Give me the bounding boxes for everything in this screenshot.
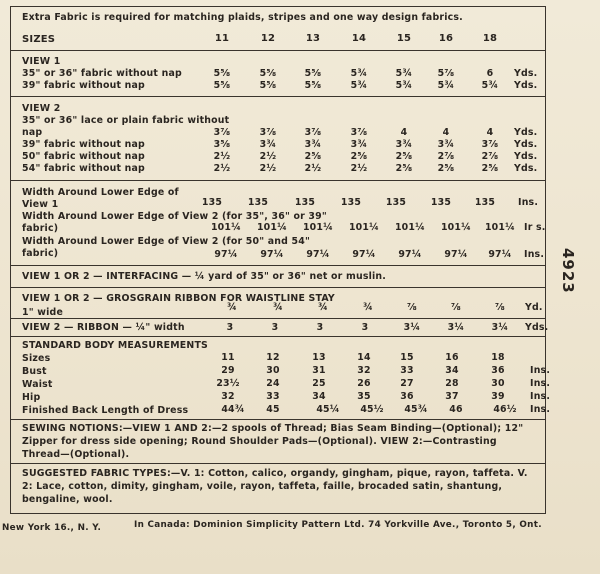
- divider: [10, 96, 546, 97]
- body-r4-v1: 45: [266, 404, 280, 415]
- view2-r3-v3: 2½: [350, 163, 368, 174]
- fabrics-line1: SUGGESTED FABRIC TYPES:—V. 1: Cotton, calico, organdy, gingham, pique, rayon, taffeta. V.: [22, 468, 528, 479]
- notions-line3: Thread—(Optional).: [22, 449, 130, 460]
- body-r1-v4: 33: [400, 365, 414, 376]
- fabrics-line2: 2: Lace, cotton, dimity, gingham, voile, rayon, taffeta, faille, brocaded satin, shantung,: [22, 481, 503, 492]
- grosgrain-v3: ¾: [363, 302, 373, 313]
- width-r1-v3: 135: [340, 197, 362, 208]
- view2-r0-v4: 4: [400, 127, 408, 138]
- view1-row-label: 35" or 36" fabric without nap: [22, 68, 182, 79]
- view2-r1-v3: 3¾: [350, 139, 368, 150]
- view1-r0-v2: 5⅝: [304, 68, 322, 79]
- body-r2-v5: 28: [445, 378, 459, 389]
- body-r2-unit: Ins.: [530, 378, 551, 389]
- size-col-11: 11: [214, 33, 230, 44]
- view1-r0-v6: 6: [486, 68, 494, 79]
- body-row-label: Hip: [22, 392, 41, 403]
- view2-r0-v2: 3⅞: [304, 127, 322, 138]
- body-r3-v6: 39: [491, 391, 505, 402]
- body-r2-v1: 24: [266, 378, 280, 389]
- ribbon-v3: 3: [361, 322, 369, 333]
- body-r2-v2: 25: [312, 378, 326, 389]
- view2-r3-v6: 2⅝: [481, 163, 499, 174]
- body-r3-v1: 33: [266, 391, 280, 402]
- grosgrain-label: 1" wide: [22, 307, 64, 318]
- body-r0-v0: 11: [221, 352, 235, 363]
- notions-line1: SEWING NOTIONS:—VIEW 1 AND 2:—2 spools of Thread; Bias Seam Binding—(Optional); 12": [22, 423, 524, 434]
- body-r0-v6: 18: [491, 352, 505, 363]
- view2-r2-v0: 2½: [213, 151, 231, 162]
- width-r1-v1: 135: [247, 197, 269, 208]
- body-r4-v3: 45½: [360, 404, 384, 415]
- view2-r1-v4: 3¾: [395, 139, 413, 150]
- view1-r0-v4: 5¾: [395, 68, 413, 79]
- divider: [10, 287, 546, 288]
- body-r4-v0: 44¾: [221, 404, 245, 415]
- width-row3-label: fabric): [22, 248, 59, 259]
- view2-r1-v0: 3⅝: [213, 139, 231, 150]
- body-r2-v0: 23½: [216, 378, 240, 389]
- view1-r1-v4: 5¾: [395, 80, 413, 91]
- body-r3-v5: 37: [445, 391, 459, 402]
- width-r1-v0: 135: [201, 197, 223, 208]
- grosgrain-title: VIEW 1 OR 2 — GROSGRAIN RIBBON FOR WAISTLINE STAY: [22, 293, 335, 304]
- ribbon-v6: 3¼: [491, 322, 509, 333]
- view2-r1-v5: 3¾: [437, 139, 455, 150]
- view2-r0-unit: Yds.: [514, 127, 538, 138]
- size-col-13: 13: [305, 33, 321, 44]
- grosgrain-unit: Yd.: [525, 302, 543, 313]
- body-r3-v0: 32: [221, 391, 235, 402]
- body-r4-v4: 45¾: [404, 404, 428, 415]
- width-r3-v0: 97¼: [214, 249, 238, 260]
- body-row-label: Waist: [22, 379, 53, 390]
- view2-r3-v2: 2½: [304, 163, 322, 174]
- view2-r1-v6: 3⅞: [481, 139, 499, 150]
- footer-new-york: New York 16., N. Y.: [2, 523, 102, 533]
- view2-r3-v5: 2⅝: [437, 163, 455, 174]
- width-line1: Width Around Lower Edge of: [22, 187, 179, 198]
- width-r2-v0: 101¼: [210, 222, 242, 233]
- width-r3-v3: 97¼: [352, 249, 376, 260]
- view2-r2-unit: Yds.: [514, 151, 538, 162]
- ribbon-v2: 3: [316, 322, 324, 333]
- view1-r0-v1: 5⅝: [259, 68, 277, 79]
- view1-title: VIEW 1: [22, 56, 61, 67]
- view2-r2-v2: 2⅝: [304, 151, 322, 162]
- pattern-number: 4923: [559, 248, 577, 294]
- size-col-12: 12: [260, 33, 276, 44]
- body-r3-v3: 35: [357, 391, 371, 402]
- footer-canada: In Canada: Dominion Simplicity Pattern Ltd. 74 Yorkville Ave., Toronto 5, Ont.: [134, 520, 542, 530]
- width-row1-label: View 1: [22, 199, 59, 210]
- view1-r0-unit: Yds.: [514, 68, 538, 79]
- view2-r1-v1: 3¾: [259, 139, 277, 150]
- body-r3-unit: Ins.: [530, 391, 551, 402]
- body-r1-v0: 29: [221, 365, 235, 376]
- view2-row-label: nap: [22, 127, 43, 138]
- size-col-14: 14: [351, 33, 367, 44]
- body-r1-v6: 36: [491, 365, 505, 376]
- width-r1-v5: 135: [430, 197, 452, 208]
- ribbon-v4: 3¼: [403, 322, 421, 333]
- width-r2-v3: 101¼: [348, 222, 380, 233]
- ribbon-v0: 3: [226, 322, 234, 333]
- divider: [10, 463, 546, 464]
- body-r1-v5: 34: [445, 365, 459, 376]
- view1-r1-v2: 5⅝: [304, 80, 322, 91]
- divider: [10, 336, 546, 337]
- grosgrain-v0: ¾: [227, 302, 237, 313]
- body-r1-v1: 30: [266, 365, 280, 376]
- view2-r3-v0: 2½: [213, 163, 231, 174]
- view1-r0-v5: 5⅞: [437, 68, 455, 79]
- view2-r2-v1: 2½: [259, 151, 277, 162]
- view2-r3-v4: 2⅝: [395, 163, 413, 174]
- divider: [10, 419, 546, 420]
- body-r2-v4: 27: [400, 378, 414, 389]
- size-col-16: 16: [438, 33, 454, 44]
- view2-r2-v4: 2⅝: [395, 151, 413, 162]
- sizes-header-label: SIZES: [22, 34, 56, 45]
- body-r0-v5: 16: [445, 352, 459, 363]
- body-row-label: Sizes: [22, 353, 51, 364]
- width-r2-unit: Ir s.: [524, 222, 546, 233]
- divider: [10, 318, 546, 319]
- view2-title: VIEW 2: [22, 103, 61, 114]
- view2-r0-v5: 4: [442, 127, 450, 138]
- view2-r0-v6: 4: [486, 127, 494, 138]
- view1-r1-unit: Yds.: [514, 80, 538, 91]
- view2-row-label: 39" fabric without nap: [22, 139, 145, 150]
- width-r3-v4: 97¼: [398, 249, 422, 260]
- body-r4-v5: 46: [449, 404, 463, 415]
- width-r1-v6: 135: [474, 197, 496, 208]
- ribbon-label: VIEW 2 — RIBBON — ¼" width: [22, 322, 185, 333]
- view1-r1-v1: 5⅝: [259, 80, 277, 91]
- view2-row-label: 50" fabric without nap: [22, 151, 145, 162]
- body-r3-v2: 34: [312, 391, 326, 402]
- body-r1-v2: 31: [312, 365, 326, 376]
- view2-r3-v1: 2½: [259, 163, 277, 174]
- width-r3-v5: 97¼: [444, 249, 468, 260]
- width-line5: Width Around Lower Edge of View 2 (for 50" and 54": [22, 236, 311, 247]
- divider: [10, 180, 546, 181]
- view1-r1-v5: 5¾: [437, 80, 455, 91]
- view2-r3-unit: Yds.: [514, 163, 538, 174]
- view2-r2-v6: 2⅞: [481, 151, 499, 162]
- view1-r0-v3: 5¾: [350, 68, 368, 79]
- view2-label-line1: 35" or 36" lace or plain fabric without: [22, 115, 230, 126]
- width-r3-unit: Ins.: [524, 249, 545, 260]
- body-r2-v6: 30: [491, 378, 505, 389]
- notions-line2: Zipper for dress side opening; Round Shoulder Pads—(Optional). VIEW 2:—Contrasting: [22, 436, 497, 447]
- width-row2-label: fabric): [22, 223, 59, 234]
- body-r4-v2: 45¼: [316, 404, 340, 415]
- view2-r1-unit: Yds.: [514, 139, 538, 150]
- size-col-18: 18: [482, 33, 498, 44]
- view2-r2-v5: 2⅞: [437, 151, 455, 162]
- body-r0-v4: 15: [400, 352, 414, 363]
- width-r1-v2: 135: [294, 197, 316, 208]
- width-r1-v4: 135: [385, 197, 407, 208]
- body-row-label: Bust: [22, 366, 47, 377]
- view2-r0-v1: 3⅞: [259, 127, 277, 138]
- body-r4-unit: Ins.: [530, 404, 551, 415]
- size-col-15: 15: [396, 33, 412, 44]
- view2-r1-v2: 3¾: [304, 139, 322, 150]
- fabrics-line3: bengaline, wool.: [22, 494, 113, 505]
- interfacing-line: VIEW 1 OR 2 — INTERFACING — ¼ yard of 35" or 36" net or muslin.: [22, 271, 387, 282]
- body-r0-v1: 12: [266, 352, 280, 363]
- width-line3: Width Around Lower Edge of View 2 (for 35", 36" or 39": [22, 211, 327, 222]
- width-r3-v6: 97¼: [488, 249, 512, 260]
- width-r3-v1: 97¼: [260, 249, 284, 260]
- view1-row-label: 39" fabric without nap: [22, 80, 145, 91]
- body-r3-v4: 36: [400, 391, 414, 402]
- grosgrain-v1: ¾: [273, 302, 283, 313]
- body-r4-v6: 46½: [493, 404, 517, 415]
- width-r2-v2: 101¼: [302, 222, 334, 233]
- extra-fabric-notice: Extra Fabric is required for matching plaids, stripes and one way design fabrics.: [22, 12, 463, 23]
- view2-r0-v0: 3⅞: [213, 127, 231, 138]
- grosgrain-v5: ⅞: [451, 302, 461, 313]
- ribbon-v5: 3¼: [447, 322, 465, 333]
- width-r3-v2: 97¼: [306, 249, 330, 260]
- width-r2-v4: 101¼: [394, 222, 426, 233]
- body-title: STANDARD BODY MEASUREMENTS: [22, 340, 208, 351]
- width-r2-v6: 101¼: [484, 222, 516, 233]
- view1-r1-v0: 5⅝: [213, 80, 231, 91]
- width-r1-unit: Ins.: [518, 197, 539, 208]
- body-r2-v3: 26: [357, 378, 371, 389]
- view2-r2-v3: 2⅝: [350, 151, 368, 162]
- view1-r0-v0: 5⅝: [213, 68, 231, 79]
- view1-r1-v3: 5¾: [350, 80, 368, 91]
- grosgrain-v2: ¾: [318, 302, 328, 313]
- ribbon-v1: 3: [271, 322, 279, 333]
- grosgrain-v4: ⅞: [407, 302, 417, 313]
- ribbon-unit: Yds.: [525, 322, 549, 333]
- view2-row-label: 54" fabric without nap: [22, 163, 145, 174]
- grosgrain-v6: ⅞: [495, 302, 505, 313]
- divider: [10, 50, 546, 51]
- view2-r0-v3: 3⅞: [350, 127, 368, 138]
- body-r0-v2: 13: [312, 352, 326, 363]
- width-r2-v1: 101¼: [256, 222, 288, 233]
- width-r2-v5: 101¼: [440, 222, 472, 233]
- body-r1-v3: 32: [357, 365, 371, 376]
- view1-r1-v6: 5¾: [481, 80, 499, 91]
- body-r0-v3: 14: [357, 352, 371, 363]
- body-row-label: Finished Back Length of Dress: [22, 405, 189, 416]
- body-r1-unit: Ins.: [530, 365, 551, 376]
- divider: [10, 265, 546, 266]
